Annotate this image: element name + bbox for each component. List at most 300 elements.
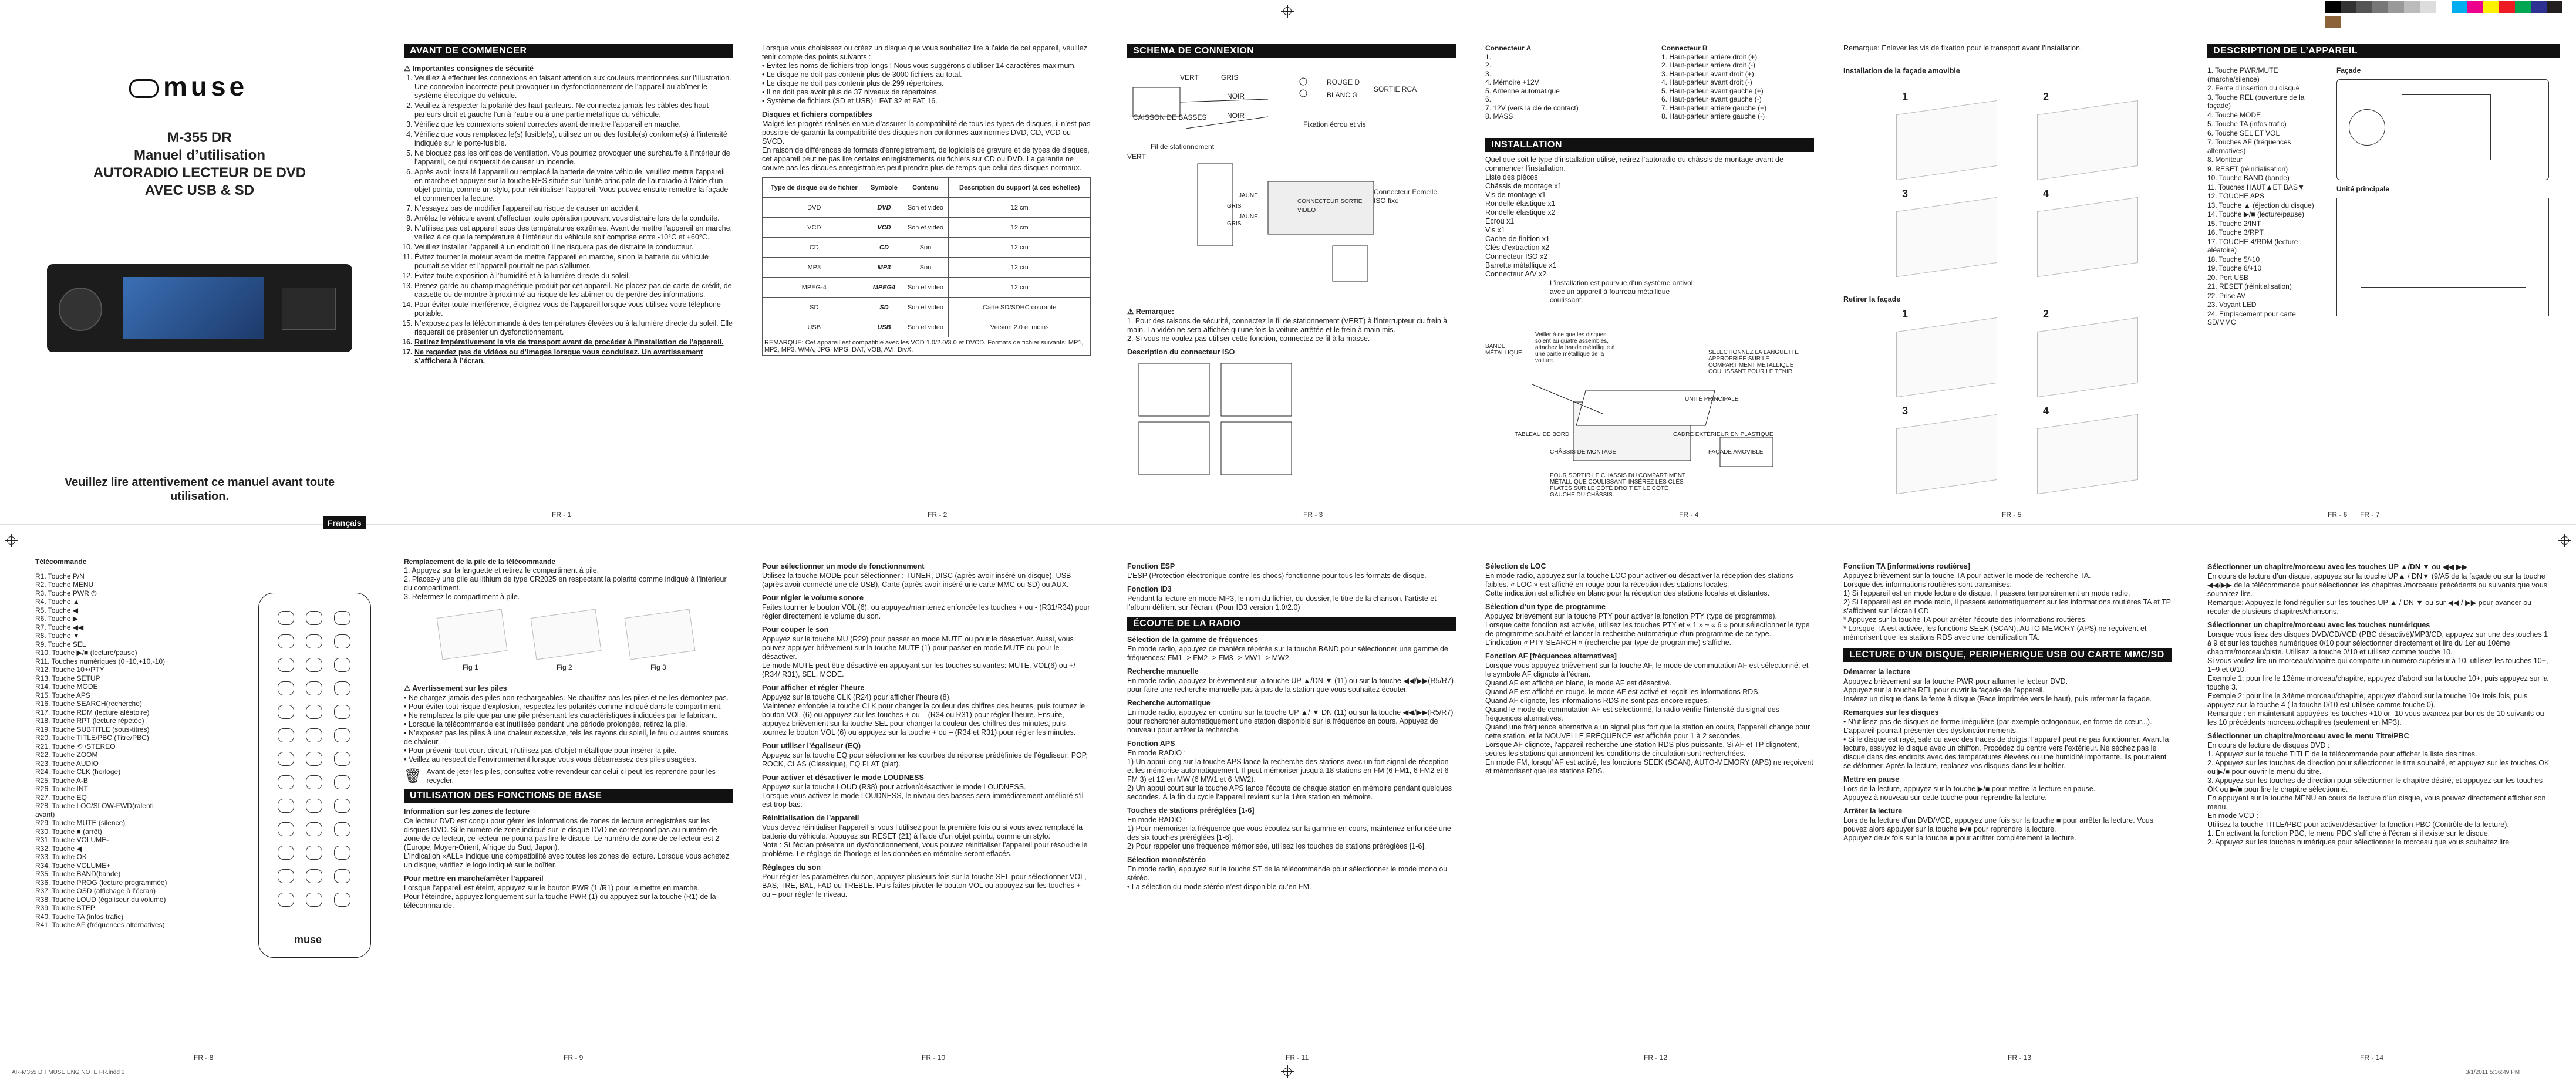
table-cell: Son et vidéo bbox=[902, 278, 949, 298]
section-text: Appuyez brièvement sur la touche TA pour activer le mode de recherche TA. Lorsque des informations routières sont transmises: 1) Si l’appareil est en mode lecture de disque, il passera temporairement en mode radio. 2) Si l’appareil est en mode radio, il passera automatiquement sur les informations routières TA et TP s’affichent sur l’écran LCD. * Appuyez sur la touche TA pour arrêter l’écoute des informations routières. * Lorsque TA est activée, les fonctions SEEK (SCAN), AUTO MEMORY (APS) ne reçoivent et mémorisent que les stations RDS avec une identification TA. bbox=[1843, 572, 2171, 641]
remote-button bbox=[278, 705, 294, 719]
remote-key-item: R41. Touche AF (fréquences alternatives) bbox=[35, 921, 165, 929]
section-text: Faites tourner le bouton VOL (6), ou appuyez/maintenez enfoncée les touches + ou - (R31/R34) pour régler directement le volume du son. bbox=[762, 603, 1093, 620]
connector-pin: 2. bbox=[1485, 61, 1492, 69]
table-cell: Son et vidéo bbox=[902, 298, 949, 317]
part-item: 3. Touche REL (ouverture de la façade) bbox=[2207, 93, 2305, 110]
diagram-label: BANDE MÉTALLIQUE bbox=[1485, 343, 1522, 356]
section-text: En cours de lecture de disques DVD : 1. Appuyez sur la touche TITLE de la télécommande pour afficher la liste des titres. 2. Appuyez sur les touches de direction pour sélectionner le titre souhaité, et appuyez sur les touches OK ou ▶/■ pour ouvrir le menu du titre. 3. Appuyez sur les touches de direction pour sélectionner le chapitre désiré, et appuyez sur les touches OK ou ▶/■ pour lire le chapitre sélectionné. En appuyant sur la touche MENU en cours de lecture d’un disque, vous pouvez directement afficher son menu. En mode VCD : Utilisez la touche TITLE/PBC pour activer/désactiver la fonction PBC (Contrôle de la lecture). 1. En activant la fonction PBC, le menu PBC s’affiche à l’écran si il existe sur le disque. 2. Appuyez sur les touches numériques pour sélectionner le morceau que vous souhaitez lire bbox=[2207, 741, 2550, 846]
facade-page bbox=[1843, 44, 2172, 508]
connector-pin: 8. MASS bbox=[1485, 112, 1513, 120]
connector-pin: 7. 12V (vers la clé de contact) bbox=[1485, 103, 1579, 112]
table-cell: MPEG-4 bbox=[763, 278, 866, 298]
safety-item: 11. Évitez tourner le moteur avant de mettre l’appareil en marche, sinon la batterie du véhicule pourrait se vider et l’appareil pourrait ne pas s’allumer. bbox=[414, 253, 733, 271]
remote-key-item: R38. Touche LOUD (égaliseur du volume) bbox=[35, 895, 166, 904]
install-facade-title: Installation de la façade amovible bbox=[1843, 67, 1960, 75]
step-number: 3 bbox=[1902, 188, 1909, 200]
remote-button bbox=[278, 658, 294, 672]
description-page bbox=[2207, 44, 2560, 508]
table-header-cell: Contenu bbox=[902, 178, 949, 198]
section-title: Réglages du son bbox=[762, 863, 821, 871]
table-row bbox=[763, 218, 1091, 238]
remote-key-item: R6. Touche ▶ bbox=[35, 614, 79, 623]
remote-button bbox=[278, 611, 294, 625]
safety-page bbox=[404, 44, 733, 455]
wire-label: NOIR bbox=[1227, 92, 1245, 100]
remote-title: Télécommande bbox=[35, 558, 87, 566]
wire-label: GRIS bbox=[1221, 73, 1239, 82]
part-item: 13. Touche ▲ (éjection du disque) bbox=[2207, 201, 2314, 210]
part-item: 7. Touches AF (fréquences alternatives) bbox=[2207, 138, 2291, 155]
remark-title: Remarque: bbox=[1135, 308, 1174, 316]
color-swatch bbox=[2436, 1, 2452, 13]
remote-brand: muse bbox=[294, 934, 322, 945]
remote-key-item: R40. Touche TA (infos trafic) bbox=[35, 912, 124, 921]
section-header: DESCRIPTION DE L’APPAREIL bbox=[2207, 44, 2560, 58]
remote-button bbox=[278, 775, 294, 789]
section-title: Fonction ID3 bbox=[1127, 585, 1172, 593]
remote-key-item: R36. Touche PROG (lecture programmée) bbox=[35, 878, 167, 887]
section-text: En mode radio, appuyez en continu sur la touche UP ▲/ ▼ DN (11) ou sur la touche ◀◀/▶▶(R5/R7) pour rechercher automatiquement une station disponible sur la fréquence en cours. Appuyez de nouveau pour arrêter la recherche. bbox=[1127, 708, 1455, 734]
page-number: FR - 7 bbox=[2360, 511, 2380, 519]
radio-page bbox=[1127, 558, 1456, 1050]
section-text: En mode radio, appuyez brièvement sur la touche UP ▲/DN ▼ (11) ou sur la touche ◀◀/▶▶(R5/R7) pour faire une recherche manuelle pas à pas de la station que vous souhaitez écouter. bbox=[1127, 677, 1456, 694]
remote-key-item: R16. Touche SEARCH(recherche) bbox=[35, 700, 142, 708]
section-text: Appuyez sur la touche CLK (R24) pour afficher l’heure (8). Maintenez enfoncée la touche CLK pour changer la couleur des chiffres des heures, puis tournez le bouton VOL (6) ou appuyez sur les touches + ou – (R34 ou R31) pour régler l’heure. Ensuite, appuyez brièvement sur la touche SEL pour changer la couleur des chiffres des minutes, puis tournez le bouton VOL (6) ou appuyez sur la touche + ou – (R34 et R31) pour régler les minutes. bbox=[762, 693, 1085, 737]
part-item: 11. Touches HAUT▲ET BAS▼ bbox=[2207, 183, 2305, 191]
remote-key-item: R27. Touche EQ bbox=[35, 793, 87, 802]
remote-button bbox=[334, 893, 350, 907]
recycle-text: Avant de jeter les piles, consultez votre revendeur car celui-ci peut les reprendre pour les recycler. bbox=[426, 767, 718, 785]
section-title: Pour utiliser l’égaliseur (EQ) bbox=[762, 742, 861, 750]
diagram-label: UNITÉ PRINCIPALE bbox=[1685, 396, 1739, 403]
page-number: FR - 5 bbox=[2002, 511, 2022, 519]
table-cell: DVD bbox=[763, 198, 866, 218]
remote-button bbox=[306, 822, 322, 836]
remote-key-item: R18. Touche RPT (lecture répétée) bbox=[35, 717, 144, 725]
remote-key-item: R28. Touche LOC/SLOW-FWD(ralenti avant) bbox=[35, 802, 154, 819]
wire-label: Fil de stationnement bbox=[1151, 143, 1215, 151]
remote-key-item: R23. Touche AUDIO bbox=[35, 759, 99, 768]
color-swatch bbox=[2547, 1, 2562, 13]
color-swatch bbox=[2499, 1, 2515, 13]
rds-page bbox=[1485, 558, 1814, 1050]
read-notice: Veuillez lire attentivement ce manuel avant toute utilisation. bbox=[64, 476, 335, 503]
page-number: FR - 3 bbox=[1303, 511, 1323, 519]
section-title: Pour couper le son bbox=[762, 626, 829, 634]
safety-item: 2. Veuillez à respecter la polarité des haut-parleurs. Ne connectez jamais les câbles des haut-parleurs droit et gauche l’un à l’autre ou à une partie métallique du véhicule. bbox=[414, 102, 733, 119]
warn-title: Avertissement sur les piles bbox=[412, 684, 507, 692]
registration-mark bbox=[2558, 534, 2571, 547]
wire-label: CONNECTEUR SORTIE VIDEO bbox=[1297, 198, 1363, 214]
remote-key-item: R10. Touche ▶/■ (lecture/pause) bbox=[35, 648, 137, 657]
section-text: Lorsque vous lisez des disques DVD/CD/VCD (PBC désactivé)/MP3/CD, appuyez sur une des touches 1 à 9 et sur les touches numériques 0/10 pour sélectionner directement et lire du 1er au 10ème chapitre/morceau/piste. Utilisez la touche 0/10 et utilisez comme touche 10. Si vous voulez lire un morceau/chapitre qui comporte un numéro supérieur à 10, utilisez les touches 10+, 1~9 et 0/10. Exemple 1: pour lire le 13ème morceau/chapitre, appuyez d’abord sur la touche 10+, puis appuyez sur la touche 3. Exemple 2: pour lire le 34ème morceau/chapitre, appuyez d’abord sur la touche 10+ trois fois, puis appuyez sur la touche 4 ( la touche 0/10 est utilisée comme touche 0). Remarque : en maintenant appuyées les touches +10 or -10 vous avancez par bonds de 10 suivants ou les 10 précédents morceaux/chapitres (seulement en MP3). bbox=[2207, 630, 2548, 727]
manual-title-1: Manuel d’utilisation bbox=[133, 147, 265, 163]
section-title: Fonction APS bbox=[1127, 739, 1175, 748]
facade-step-illustration bbox=[1896, 100, 1997, 180]
table-cell: USB bbox=[763, 317, 866, 337]
table-row bbox=[763, 298, 1091, 317]
recycle-bin-icon: 🗑 bbox=[404, 768, 422, 784]
remote-key-item: R17. Touche RDM (lecture aléatoire) bbox=[35, 708, 150, 717]
fig-caption: Fig 2 bbox=[557, 663, 572, 671]
remark-text: Remarque: Enlever les vis de fixation pour le transport avant l’installation. bbox=[1843, 44, 2082, 52]
remote-button bbox=[306, 893, 322, 907]
section-title: Sélection mono/stéréo bbox=[1127, 856, 1206, 864]
color-swatch bbox=[2404, 1, 2420, 13]
remote-key-item: R39. Touche STEP bbox=[35, 904, 95, 912]
section-title: Fonction AF [fréquences alternatives] bbox=[1485, 652, 1617, 660]
remote-button bbox=[334, 752, 350, 766]
wire-label: GRIS bbox=[1227, 203, 1242, 210]
section-text: En mode radio, appuyez sur la touche LOC pour activer ou désactiver la réception des stations faibles. « LOC » est affiché en rouge pour la réception des stations locales. Cette indication est affichée en blanc pour la réception des stations locales et distantes. bbox=[1485, 572, 1793, 597]
table-cell: 12 cm bbox=[949, 278, 1091, 298]
facade-step-illustration bbox=[2037, 317, 2138, 397]
remote-key-item: R31. Touche VOLUME- bbox=[35, 836, 109, 844]
install-text: Quel que soit le type d’installation utilisé, retirez l’autoradio du châssis de montage avant de commencer l’installation. Liste des pièces Châssis de montage x1 Vis de montage x1 Rondelle élastique x1 Rondelle élastique x2 Écrou x1 Vis x1 Cache de finition x1 Clés d’extraction x2 Connecteur ISO x2 Barrette métallique x1 Connecteur A/V x2 bbox=[1485, 156, 1783, 278]
remote-button bbox=[278, 799, 294, 813]
remote-button bbox=[306, 846, 322, 860]
page-number: FR - 10 bbox=[922, 1053, 946, 1062]
connection-page bbox=[1127, 44, 1456, 514]
section-text: Appuyez sur la touche LOUD (R38) pour activer/désactiver le mode LOUDNESS. Lorsque vous activez le mode LOUDNESS, le niveau des basses sera immédiatement amélioré s’il est trop bas. bbox=[762, 783, 1084, 809]
unit-title: Unité principale bbox=[2336, 185, 2390, 193]
diagram-label: FAÇADE AMOVIBLE bbox=[1708, 449, 1764, 455]
part-item: 8. Moniteur bbox=[2207, 156, 2243, 164]
wire-label: Fixation écrou et vis bbox=[1303, 120, 1366, 129]
section-title: Recherche manuelle bbox=[1127, 667, 1199, 675]
table-cell: Son et vidéo bbox=[902, 317, 949, 337]
table-cell: Version 2.0 et moins bbox=[949, 317, 1091, 337]
remote-key-item: R13. Touche SETUP bbox=[35, 674, 100, 683]
remote-button bbox=[278, 728, 294, 742]
section-text: Vous devez réinitialiser l’appareil si vous l’utilisez pour la première fois ou si vous avez remplacé la batterie du véhicule. Appuyez sur RESET (21) à l’aide d’un objet pointu, comme un stylo. Note : Si l’écran présente un dysfonctionnement, vous pouvez réinitialiser l’appareil pour résoudre le problème. Le réglage de l’horloge et les données en mémoire seront effacés. bbox=[762, 823, 1088, 858]
section-header: AVANT DE COMMENCER bbox=[404, 44, 733, 58]
language-badge: Français bbox=[323, 516, 366, 529]
part-item: 21. RESET (réinitialisation) bbox=[2207, 282, 2292, 290]
section-text: Utilisez la touche MODE pour sélectionner : TUNER, DISC (après avoir inséré un disque), USB (après avoir connecté une clé USB), Carte (après avoir inséré une carte MMC ou SD) ou AUX. bbox=[762, 572, 1073, 589]
part-item: 2. Fente d’insertion du disque bbox=[2207, 84, 2300, 92]
remote-button bbox=[278, 822, 294, 836]
table-cell: Son bbox=[902, 238, 949, 258]
section-title: Mettre en pause bbox=[1843, 775, 1900, 783]
remote-key-item: R22. Touche ZOOM bbox=[35, 751, 98, 759]
safety-item: 1. Veuillez à effectuer les connexions en faisant attention aux couleurs mentionnées sur l’illustration. Une connexion incorrecte peut provoquer un dysfonctionnement de l’appareil ou abîmer le système électrique du véhicule. bbox=[414, 74, 733, 100]
section-title: Sélection de LOC bbox=[1485, 562, 1546, 570]
remote-key-item: R34. Touche VOLUME+ bbox=[35, 861, 111, 870]
table-note: REMARQUE: Cet appareil est compatible avec les VCD 1.0/2.0/3.0 et DVCD. Formats de fichier suivants: MP1, MP2, MP3, WMA, JPG, MPG, DAT, VOB, AVI, DivX. bbox=[762, 337, 1091, 356]
step-number: 1 bbox=[1902, 308, 1909, 320]
safety-item: 10. Veuillez installer l’appareil à un endroit où il ne risquera pas de distraire le conducteur. bbox=[414, 243, 733, 252]
step-number: 1 bbox=[1902, 91, 1909, 103]
table-cell: Son et vidéo bbox=[902, 218, 949, 238]
playback-page bbox=[1843, 558, 2172, 1050]
safety-item: 3. Vérifiez que les connexions soient correctes avant de mettre l’appareil en marche. bbox=[414, 120, 733, 129]
section-text: Lorsque vous appuyez brièvement sur la touche AF, le mode de commutation AF est sélectionné, et le symbole AF clignote à l’écran. Quand AF est affiché en blanc, le mode AF est désactivé. Quand AF est affiché en rouge, le mode AF est activé et reçoit les informations RDS. Quand AF clignote, les informations RDS ne sont pas encore reçues. Quand le mode de commutation AF est sélectionné, la radio vérifie l’intensité du signal des fréquences alternatives. Quand une fréquence alternative a un signal plus fort que la station en cours, l’appareil change pour cette station, et la NOUVELLE FRÉQUENCE est affichée pour 1 à 2 secondes. Lorsque AF clignote, l’appareil recherche une station RDS plus puissante. Si AF et TP clignotent, seules les stations qui annoncent les conditions de circulation sont recherchées. En mode FM, lorsqu’ AF est activé, les fonctions SEEK (SCAN), AUTO-MEMORY (APS) ne reçoivent et mémorisent que les stations RDS. bbox=[1485, 661, 1813, 775]
facade-step-illustration bbox=[1896, 317, 1997, 397]
connector-pin: 6. bbox=[1485, 95, 1492, 103]
color-swatch bbox=[2420, 1, 2436, 13]
page-number: FR - 8 bbox=[194, 1053, 214, 1062]
remote-key-item: R30. Touche ■ (arrêt) bbox=[35, 827, 102, 836]
safety-item: 5. Ne bloquez pas les orifices de ventilation. Vous pourriez provoquer une surchauffe à l’intérieur de l’appareil, ce qui risquerait de causer un incendie. bbox=[414, 149, 733, 167]
remote-button bbox=[306, 705, 322, 719]
disc-logo: USB bbox=[866, 317, 902, 337]
registration-mark bbox=[1281, 1065, 1294, 1078]
safety-item: 14. Pour éviter toute interférence, éloignez-vous de l’appareil lorsque vous utilisez votre téléphone portable. bbox=[414, 300, 733, 318]
remote-button bbox=[334, 728, 350, 742]
connector-pin: 5. Haut-parleur avant gauche (+) bbox=[1661, 86, 1764, 95]
facade-step-illustration bbox=[2037, 100, 2138, 180]
remote-key-item: R7. Touche ◀◀ bbox=[35, 623, 84, 631]
remote-key-item: R4. Touche ▲ bbox=[35, 597, 80, 606]
facade-step-illustration bbox=[2037, 414, 2138, 494]
section-text: Appuyez sur la touche EQ pour sélectionner les courbes de réponse prédéfinies de l’égaliseur: POP, ROCK, CLAS (Classique), EQ FLAT (plat). bbox=[762, 751, 1090, 768]
fig-caption: Fig 3 bbox=[650, 663, 666, 671]
compat-text: Malgré les progrès réalisés en vue d’assurer la compatibilité de tous les types de disques, il n’est pas possible de garantir la compatibilité des disques non conformes aux normes DVD, CD, VCD ou SVCD. En raison de différences de formats d’enregistrement, de logiciels de gravure et de types de disques, cet appareil peut ne pas lire certains enregistrements ou fichiers sur CD ou DVD. La garantie ne couvre pas les disques enregistrables peut prendre plus de temps que celui des disques normaux. bbox=[762, 120, 1091, 172]
remote-button bbox=[306, 869, 322, 883]
section-header: SCHEMA DE CONNEXION bbox=[1127, 44, 1456, 58]
fold-line bbox=[0, 524, 2576, 525]
connector-pin: 3. Haut-parleur avant droit (+) bbox=[1661, 69, 1754, 78]
wire-label: VERT bbox=[1127, 153, 1146, 161]
section-text: Pour régler les paramètres du son, appuyez plusieurs fois sur la touche SEL pour sélectionner VOL, BAS, TRE, BAL, FAD ou TREBLE. Puis faites pivoter le bouton VOL ou appuyez sur les touches + ou – pour régler le niveau. bbox=[762, 873, 1089, 898]
step-number: 4 bbox=[2043, 188, 2049, 200]
safety-item: 16. Retirez impérativement la vis de transport avant de procéder à l’installation de l’appareil. bbox=[414, 338, 733, 347]
section-text: En mode RADIO : 1) Un appui long sur la touche APS lance la recherche des stations avec un fort signal de réception et les mémorise automatiquement. Il peut mémoriser jusqu’à 18 stations en FM (6 FM1, 6 FM2 et 6 FM 3) et 12 en MW (6 MW1 et 6 MW2). 2) Un appui court sur la touche APS lance l’écoute de chaque station en mémoire pendant quelques secondes. À la fin du cycle l’appareil revient sur la 1ère station en mémoire. bbox=[1127, 749, 1452, 801]
section-header: INSTALLATION bbox=[1485, 138, 1814, 152]
table-cell: Son et vidéo bbox=[902, 198, 949, 218]
remote-control-image bbox=[258, 593, 371, 958]
color-swatch bbox=[2325, 16, 2341, 28]
connector-pin: 2. Haut-parleur arrière droit (-) bbox=[1661, 61, 1756, 69]
disc-page bbox=[762, 44, 1091, 455]
registration-mark bbox=[5, 534, 18, 547]
logo-icon bbox=[129, 79, 159, 98]
wire-label: CAISSON DE BASSES bbox=[1133, 113, 1207, 121]
remote-button bbox=[278, 846, 294, 860]
warning-icon: ⚠ bbox=[404, 65, 413, 73]
facade-diagram bbox=[2336, 79, 2549, 180]
print-slug-file: AR-M355 DR MUSE ENG NOTE FR.indd 1 bbox=[12, 1069, 125, 1076]
section-text: En mode RADIO : 1) Pour mémoriser la fréquence que vous écoutez sur la gamme en cours, maintenez enfoncée une des six touches préréglées [1-6]. 2) Pour rappeler une fréquence mémorisée, utilisez les touches de stations préréglées [1-6]. bbox=[1127, 816, 1451, 850]
part-item: 18. Touche 5/-10 bbox=[2207, 255, 2260, 264]
section-title: Remarques sur les disques bbox=[1843, 708, 1939, 717]
compat-title: Disques et fichiers compatibles bbox=[762, 110, 872, 119]
remote-key-item: R21. Touche ⟲ /STEREO bbox=[35, 742, 116, 751]
remote-key-item: R20. Touche TITLE/PBC (Titre/PBC) bbox=[35, 734, 149, 742]
section-title: Touches de stations préréglées [1-6] bbox=[1127, 806, 1255, 815]
remote-key-item: R19. Touche SUBTITLE (sous-titres) bbox=[35, 725, 150, 734]
section-text: Lors de la lecture, appuyez sur la touche ▶/■ pour mettre la lecture en pause. Appuyez à nouveau sur cette touche pour reprendre la lecture. bbox=[1843, 785, 2096, 802]
remote-key-item: R24. Touche CLK (horloge) bbox=[35, 768, 121, 776]
part-item: 14. Touche ▶/■ (lecture/pause) bbox=[2207, 210, 2305, 218]
remote-key-item: R5. Touche ◀ bbox=[35, 606, 79, 614]
remote-key-item: R29. Touche MUTE (silence) bbox=[35, 819, 126, 827]
section-header: UTILISATION DES FONCTIONS DE BASE bbox=[404, 789, 733, 803]
table-header-cell: Description du support (à ces échelles) bbox=[949, 178, 1091, 198]
section-title: Sélection de la gamme de fréquences bbox=[1127, 636, 1258, 644]
product-image bbox=[47, 264, 352, 352]
safety-item: 12. Évitez toute exposition à l’humidité et à la lumière directe du soleil. bbox=[414, 272, 733, 281]
battery-page bbox=[404, 558, 733, 1050]
battery-fig-1 bbox=[437, 609, 508, 660]
table-cell: 12 cm bbox=[949, 198, 1091, 218]
diagram-caption: L’installation est pourvue d’un système antivol avec un appareil à fourreau métallique coulissant. bbox=[1550, 279, 1693, 304]
part-item: 19. Touche 6/+10 bbox=[2207, 264, 2262, 272]
remote-key-item: R14. Touche MODE bbox=[35, 683, 98, 691]
manual-title-3: AVEC USB & SD bbox=[144, 183, 255, 198]
table-row bbox=[763, 317, 1091, 337]
color-swatch bbox=[2325, 1, 2341, 13]
registration-mark bbox=[1281, 5, 1294, 18]
remote-key-item: R3. Touche PWR ⏻ bbox=[35, 589, 97, 597]
main-unit-diagram bbox=[2336, 198, 2549, 316]
disc-table bbox=[762, 177, 1091, 337]
battery-warnings: • Ne chargez jamais des piles non rechargeables. Ne chauffez pas les piles et ne les démontez pas. • Pour éviter tout risque d’explosion, respectez les polarités comme indiqué dans le compartiment. • Ne remplacez la pile que par une pile présentant les caractéristiques indiquées par le fabricant. • Lorsque la télécommande est inutilisée pendant une période prolongée, retirez la pile. • N’exposez pas les piles à une chaleur excessive, tels les rayons du soleil, le feu ou autres sources de chaleur. • Pour prévenir tout court-circuit, n’utilisez pas d’objet métallique pour insérer la pile. • Veillez au respect de l’environnement lorsque vous vous débarrassez des piles usagées. bbox=[404, 693, 729, 764]
remote-button bbox=[306, 634, 322, 648]
remote-key-item: R1. Touche P/N bbox=[35, 572, 85, 580]
part-item: 5. Touche TA (infos trafic) bbox=[2207, 120, 2287, 128]
remote-button bbox=[306, 658, 322, 672]
remote-button bbox=[306, 775, 322, 789]
safety-list bbox=[404, 74, 733, 366]
color-swatch bbox=[2356, 1, 2372, 13]
connector-pin: 1. bbox=[1485, 52, 1492, 61]
connector-pin: 8. Haut-parleur arrière gauche (-) bbox=[1661, 112, 1765, 120]
remote-page bbox=[35, 558, 387, 1050]
facade-step-illustration bbox=[1896, 197, 1997, 277]
remote-button bbox=[306, 611, 322, 625]
info-title: Information sur les zones de lecture bbox=[404, 807, 530, 816]
connector-pin: 1. Haut-parleur arrière droit (+) bbox=[1661, 52, 1758, 61]
section-title: Sélectionner un chapitre/morceau avec les touches numériques bbox=[2207, 621, 2430, 629]
safety-item: 7. N’essayez pas de modifier l’appareil au risque de causer un accident. bbox=[414, 204, 733, 213]
warning-icon: ⚠ bbox=[404, 684, 413, 692]
disc-logo: MP3 bbox=[866, 258, 902, 278]
wire-label: JAUNE bbox=[1239, 214, 1258, 220]
print-slug-date: 3/1/2011 5:36:49 PM bbox=[2466, 1069, 2520, 1076]
chapter-select-page bbox=[2207, 558, 2554, 1050]
remote-button bbox=[306, 752, 322, 766]
connection-diagram bbox=[1127, 64, 1456, 310]
table-cell: 12 cm bbox=[949, 258, 1091, 278]
color-calibration-bar bbox=[2325, 1, 2576, 31]
remote-button bbox=[334, 634, 350, 648]
section-text: Appuyez brièvement sur la touche PTY pour activer la fonction PTY (type de programme). Lorsque cette fonction est activée, utilisez les touches PTY et « 1 » ~ « 6 » pour sélectionner le type de programme souhaité et lancer la recherche automatique d’un programme de ce type. L’indication « PTY SEARCH » (recherche par type de programme) s’affiche. bbox=[1485, 612, 1810, 647]
disc-logo: CD bbox=[866, 238, 902, 258]
table-cell: MP3 bbox=[763, 258, 866, 278]
color-swatch bbox=[2531, 1, 2547, 13]
remote-button bbox=[278, 752, 294, 766]
table-row bbox=[763, 198, 1091, 218]
remote-key-item: R9. Touche SEL bbox=[35, 640, 86, 648]
section-title: Sélectionner un chapitre/morceau avec les touches UP ▲/DN ▼ ou ◀◀ ▶▶ bbox=[2207, 563, 2467, 571]
part-item: 24. Emplacement pour carte SD/MMC bbox=[2207, 309, 2296, 326]
remote-key-item: R32. Touche ◀ bbox=[35, 844, 82, 853]
remote-button bbox=[306, 728, 322, 742]
remote-button bbox=[334, 681, 350, 695]
connector-pin: 4. Haut-parleur avant droit (-) bbox=[1661, 78, 1752, 86]
color-swatch bbox=[2467, 1, 2483, 13]
safety-item: 13. Prenez garde au champ magnétique produit par cet appareil. Ne placez pas de carte de crédit, de cassette ou de montre à proximité au risque de les abîmer ou de perdre des informations. bbox=[414, 282, 733, 299]
info-text: Ce lecteur DVD est conçu pour gérer les informations de zones de lecture enregistrées sur les disques DVD. Si le numéro de zone indiqué sur le disque DVD ne correspond pas au numéro de zone de ce lecteur, ce lecteur ne pourra pas lire le disque. Le numéro de zone de ce lecteur est 2 (Europe, Moyen-Orient, Afrique du Sud, Japon). L’indication «ALL» indique une compatibilité avec toutes les zones de lecture. Lorsque vous achetez un disque, vérifiez le logo indiqué sur le boîtier. bbox=[404, 816, 729, 869]
section-title: Fonction ESP bbox=[1127, 562, 1175, 570]
remote-button bbox=[334, 705, 350, 719]
connector-pin: 7. Haut-parleur arrière gauche (+) bbox=[1661, 103, 1767, 112]
iso-title: Description du connecteur ISO bbox=[1127, 348, 1235, 356]
safety-item: 17. Ne regardez pas de vidéos ou d’images lorsque vous conduisez. Un avertissement s’affichera à l’écran. bbox=[414, 348, 733, 366]
section-title: Pour afficher et régler l’heure bbox=[762, 684, 865, 692]
section-title: Pour activer et désactiver le mode LOUDNESS bbox=[762, 773, 924, 782]
wire-label: JAUNE bbox=[1239, 192, 1258, 199]
remote-button bbox=[278, 869, 294, 883]
page-number: FR - 9 bbox=[564, 1053, 584, 1062]
iso-connector-diagram bbox=[1127, 357, 1303, 481]
remote-button bbox=[334, 775, 350, 789]
diagram-label: SÉLECTIONNEZ LA LANGUETTE APPROPRIÉE SUR LE COMPARTIMENT MÉTALLIQUE COULISSANT POUR LE TENIR. bbox=[1708, 349, 1799, 375]
table-row bbox=[763, 258, 1091, 278]
table-cell: SD bbox=[763, 298, 866, 317]
remote-key-item: R11. Touches numériques (0~10,+10,-10) bbox=[35, 657, 166, 666]
diagram-label: CHÂSSIS DE MONTAGE bbox=[1550, 449, 1617, 455]
basic-functions-page bbox=[762, 558, 1091, 1050]
part-item: 17. TOUCHE 4/RDM (lecture aléatoire) bbox=[2207, 237, 2298, 254]
remote-key-item: R2. Touche MENU bbox=[35, 580, 94, 589]
table-cell: 12 cm bbox=[949, 218, 1091, 238]
remote-key-item: R26. Touche INT bbox=[35, 785, 88, 793]
battery-steps: 1. Appuyez sur la languette et retirez le compartiment à pile. 2. Placez-y une pile au lithium de type CR2025 en respectant la polarité comme indiqué à l’intérieur du compartiment. 3. Refermez le compartiment à pile. bbox=[404, 566, 727, 601]
color-swatch bbox=[2515, 1, 2531, 13]
fig-caption: Fig 1 bbox=[463, 663, 478, 671]
connector-pin: 3. bbox=[1485, 69, 1492, 78]
table-cell: Carte SD/SDHC courante bbox=[949, 298, 1091, 317]
remote-button bbox=[334, 869, 350, 883]
section-title: Recherche automatique bbox=[1127, 699, 1211, 707]
section-title: Sélectionner un chapitre/morceau avec le menu Titre/PBC bbox=[2207, 732, 2409, 740]
installation-page bbox=[1485, 44, 1814, 508]
wire-label: BLANC G bbox=[1327, 91, 1358, 99]
cover-page bbox=[23, 23, 376, 528]
connector-b-title: Connecteur B bbox=[1661, 44, 1708, 52]
remote-key-item: R8. Touche ▼ bbox=[35, 631, 80, 640]
diagram-label: TABLEAU DE BORD bbox=[1515, 431, 1570, 438]
remote-key-item: R12. Touche 10+/PTY bbox=[35, 666, 104, 674]
remote-button bbox=[306, 799, 322, 813]
section-title: Arrêter la lecture bbox=[1843, 807, 1903, 815]
connector-pin: 5. Antenne automatique bbox=[1485, 86, 1560, 95]
safety-item: 8. Arrêtez le véhicule avant d’effectuer toute opération pouvant vous distraire lors de la conduite. bbox=[414, 214, 733, 223]
disc-logo: DVD bbox=[866, 198, 902, 218]
warning-icon: ⚠ bbox=[1127, 308, 1136, 316]
battery-fig-2 bbox=[531, 609, 602, 660]
wire-label: SORTIE RCA bbox=[1374, 85, 1417, 93]
section-text: En mode radio, appuyez sur la touche ST de la télécommande pour sélectionner le mode mono ou stéréo. • La sélection du mode stéréo n’est disponible qu’en FM. bbox=[1127, 865, 1448, 891]
remote-button bbox=[306, 681, 322, 695]
table-cell: CD bbox=[763, 238, 866, 258]
table-row bbox=[763, 278, 1091, 298]
remote-key-item: R15. Touche APS bbox=[35, 691, 90, 700]
remote-button bbox=[278, 893, 294, 907]
table-row bbox=[763, 238, 1091, 258]
remove-facade-title: Retirer la façade bbox=[1843, 295, 1901, 303]
diagram-label: POUR SORTIR LE CHASSIS DU COMPARTIMENT MÉTALLIQUE COULISSANT, INSÉREZ LES CLÉS PLATES SUR LE CÔTÉ DROIT ET LE CÔTÉ GAUCHE DU CHÂSSIS. bbox=[1550, 472, 1685, 498]
section-text: • N’utilisez pas de disques de forme irrégulière (par exemple octogonaux, en forme de cœur...). L’appareil pourrait présenter des dysfonctionnements. • Si le disque est rayé, sale ou avec des traces de doigts, l’appareil peut ne pas fonctionner. Avant la lecture, essuyez le disque avec un chiffon. Procédez du centre vers l’extérieur. Ne séchez pas le disque dans des endroits avec des températures élevées ou une humidité importante. Ils pourraient se déformer. Après la lecture, replacez vos disques dans leur boîtier. bbox=[1843, 718, 2169, 770]
part-item: 10. Touche BAND (bande) bbox=[2207, 174, 2290, 182]
step-number: 3 bbox=[1902, 405, 1909, 417]
remote-button bbox=[334, 846, 350, 860]
section-header: ÉCOUTE DE LA RADIO bbox=[1127, 617, 1456, 631]
